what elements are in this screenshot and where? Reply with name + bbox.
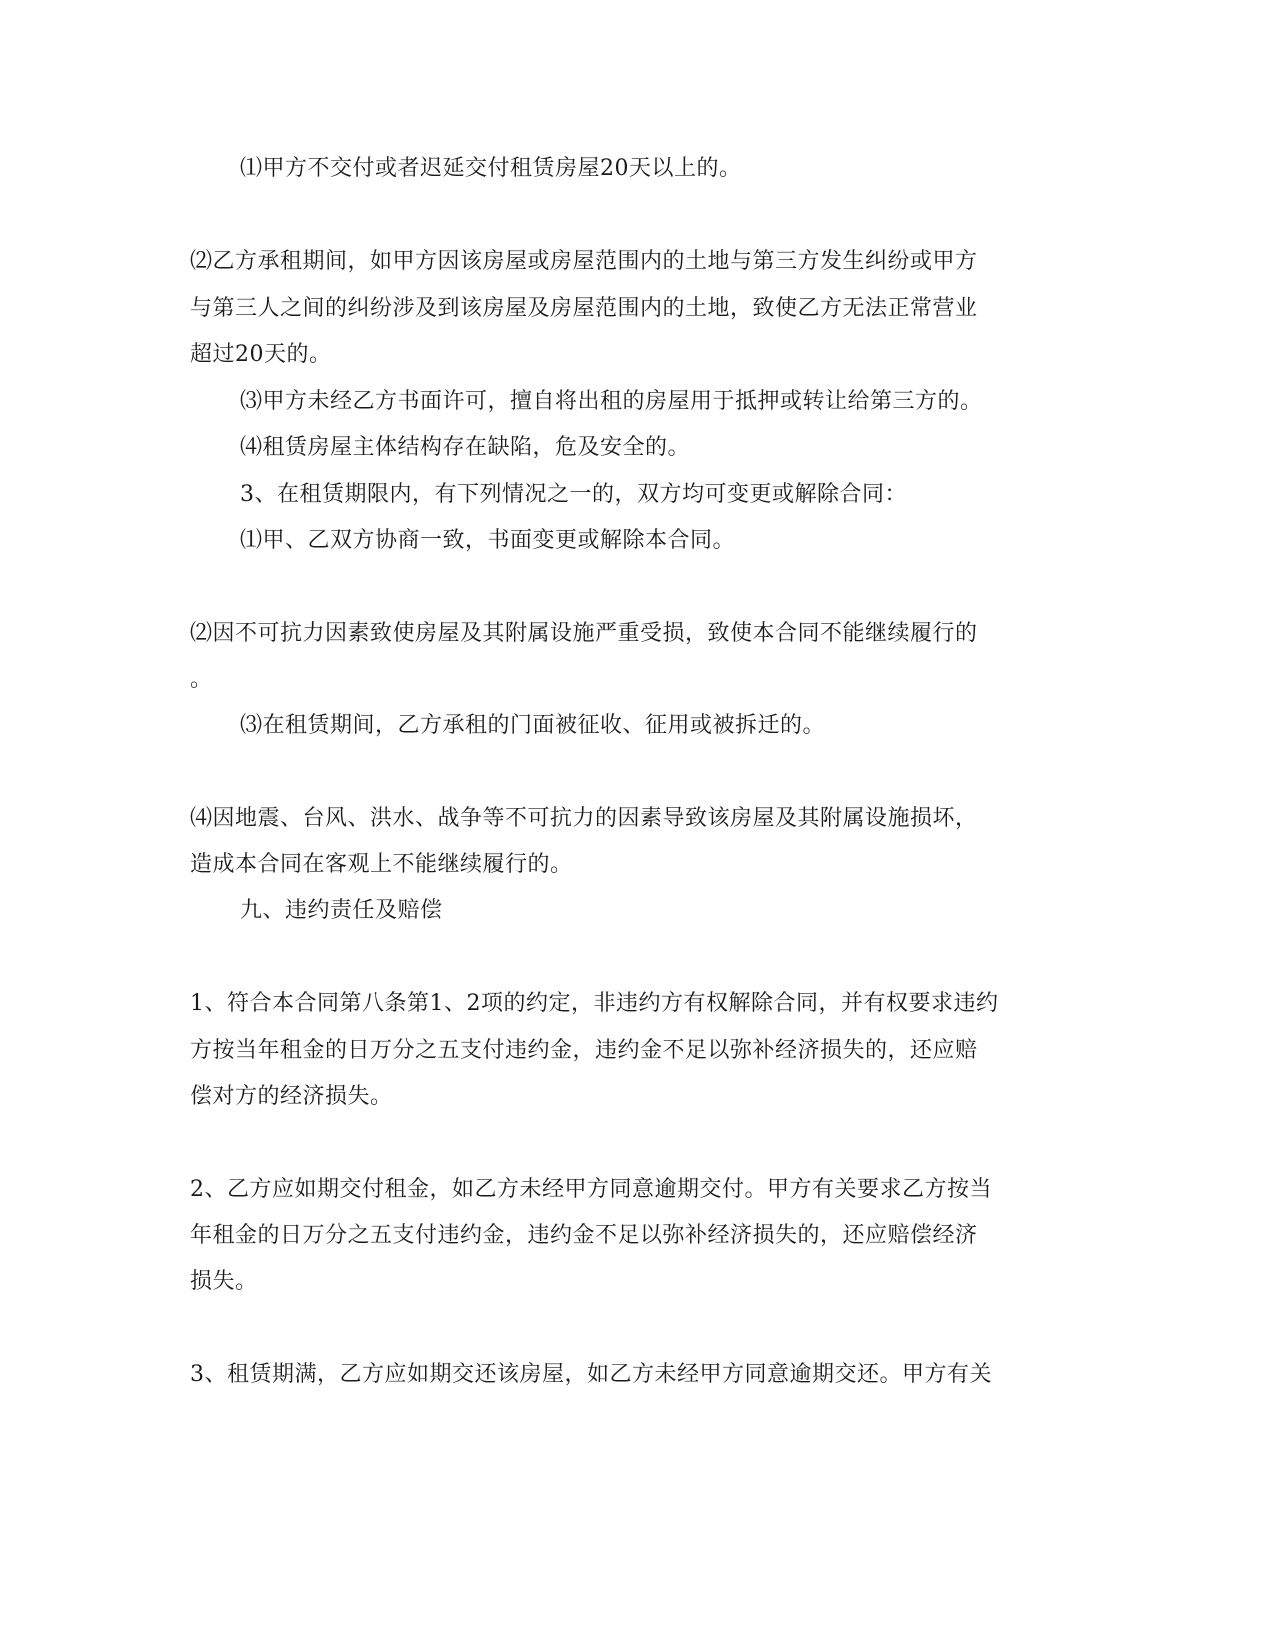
clause-8-2-item-2-line-3: 超过20天的。 xyxy=(190,342,332,367)
clause-8-2-item-2-line-1: ⑵乙方承租期间，如甲方因该房屋或房屋范围内的土地与第三方发生纠纷或甲方 xyxy=(190,249,978,274)
clause-8-2-item-1: ⑴甲方不交付或者迟延交付租赁房屋20天以上的。 xyxy=(240,156,742,181)
clause-9-3-line-1: 3、租赁期满，乙方应如期交还该房屋，如乙方未经甲方同意逾期交还。甲方有关 xyxy=(190,1362,992,1387)
clause-9-2-line-2: 年租金的日万分之五支付违约金，违约金不足以弥补经济损失的，还应赔偿经济 xyxy=(190,1223,978,1248)
clause-8-2-item-3: ⑶甲方未经乙方书面许可，擅自将出租的房屋用于抵押或转让给第三方的。 xyxy=(240,389,983,414)
clause-9-2-line-3: 损失。 xyxy=(190,1269,258,1294)
clause-8-3-item-2-line-1: ⑵因不可抗力因素致使房屋及其附属设施严重受损，致使本合同不能继续履行的 xyxy=(190,621,978,646)
clause-8-3-item-4-line-1: ⑷因地震、台风、洪水、战争等不可抗力的因素导致该房屋及其附属设施损坏， xyxy=(190,806,978,831)
clause-9-1-line-2: 方按当年租金的日万分之五支付违约金，违约金不足以弥补经济损失的，还应赔 xyxy=(190,1038,978,1063)
clause-8-3-item-4-line-2: 造成本合同在客观上不能继续履行的。 xyxy=(190,852,573,877)
clause-8-3-item-1: ⑴甲、乙双方协商一致，书面变更或解除本合同。 xyxy=(240,528,736,553)
clause-8-3-item-3: ⑶在租赁期间，乙方承租的门面被征收、征用或被拆迁的。 xyxy=(240,713,826,738)
clause-9-2-line-1: 2、乙方应如期交付租金，如乙方未经甲方同意逾期交付。甲方有关要求乙方按当 xyxy=(190,1177,992,1202)
clause-8-3-item-2-line-2: 。 xyxy=(190,667,213,692)
section-9-heading: 九、违约责任及赔偿 xyxy=(240,898,443,923)
clause-8-2-item-4: ⑷租赁房屋主体结构存在缺陷，危及安全的。 xyxy=(240,435,691,460)
clause-8-3-heading: 3、在租赁期限内，有下列情况之一的，双方均可变更或解除合同： xyxy=(240,482,907,507)
clause-9-1-line-1: 1、符合本合同第八条第1、2项的约定，非违约方有权解除合同，并有权要求违约 xyxy=(190,991,999,1016)
clause-8-2-item-2-line-2: 与第三人之间的纠纷涉及到该房屋及房屋范围内的土地，致使乙方无法正常营业 xyxy=(190,296,978,321)
clause-9-1-line-3: 偿对方的经济损失。 xyxy=(190,1084,393,1109)
